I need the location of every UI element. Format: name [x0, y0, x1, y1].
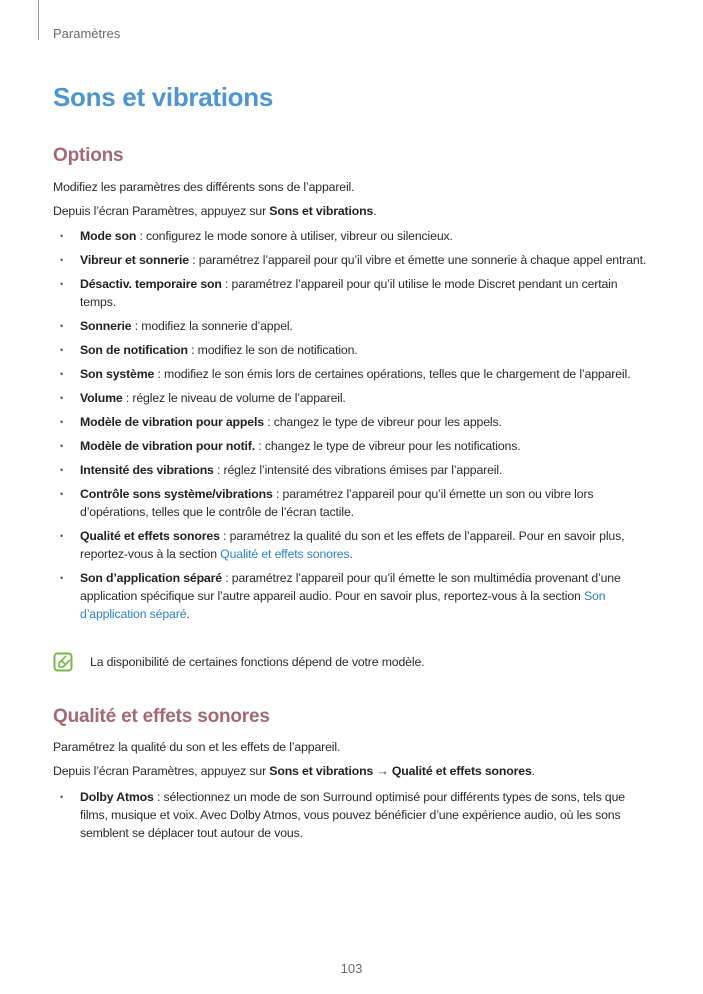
path-suffix: .: [373, 204, 377, 218]
item-term: Qualité et effets sonores: [80, 529, 220, 543]
page-title: Sons et vibrations: [53, 82, 273, 112]
list-item-modele-vibration-appels: [53, 413, 653, 431]
list-item-controle-sons-systeme: [53, 485, 653, 521]
list-item-desactiv-temporaire-son: [53, 275, 653, 311]
note-text: La disponibilité de certaines fonctions dépend de votre modèle.: [90, 655, 425, 669]
item-term: Son système: [80, 367, 155, 381]
item-desc: : modifiez le son émis lors de certaines opérations, telles que le chargement de l’appareil.: [154, 367, 631, 381]
list-item-modele-vibration-notif: [53, 437, 653, 455]
item-term: Intensité des vibrations: [80, 463, 214, 477]
item-term: Mode son: [80, 229, 137, 243]
item-term: Modèle de vibration pour appels: [80, 415, 264, 429]
item-desc: : paramétrez la qualité du son et les effets de l’appareil. Pour en savoir plus, reportez-vous à la section: [80, 529, 625, 561]
item-term: Vibreur et sonnerie: [80, 253, 189, 267]
item-desc: : réglez l’intensité des vibrations émises par l’appareil.: [213, 463, 503, 477]
path-suffix: .: [531, 764, 535, 778]
note-pencil-icon: [53, 652, 73, 672]
path-menu-sons-et-vibrations: Sons et vibrations: [269, 204, 374, 218]
path-menu-qualite-effets-sonores: Qualité et effets sonores: [391, 764, 532, 778]
item-term: Dolby Atmos: [80, 790, 154, 804]
item-desc: : modifiez le son de notification.: [187, 343, 358, 357]
list-item-son-de-notification: [53, 341, 653, 359]
item-after: .: [186, 607, 190, 621]
item-desc: : changez le type de vibreur pour les appels.: [263, 415, 502, 429]
item-desc: : réglez le niveau de volume de l’appareil.: [122, 391, 346, 405]
item-term: Désactiv. temporaire son: [80, 277, 222, 291]
list-item-qualite-effets-sonores: [53, 527, 653, 563]
link-son-application-separe[interactable]: Son d’application séparé: [80, 589, 606, 621]
list-item-mode-son: [53, 227, 653, 245]
item-term: Contrôle sons système/vibrations: [80, 487, 273, 501]
item-term: Sonnerie: [80, 319, 132, 333]
path-prefix: Depuis l’écran Paramètres, appuyez sur: [53, 204, 270, 218]
item-after: .: [349, 547, 353, 561]
item-term: Volume: [80, 391, 123, 405]
list-item-son-systeme: [53, 365, 653, 383]
item-desc: : paramétrez l’appareil pour qu’il utilise le mode Discret pendant un certain temps.: [80, 277, 618, 309]
list-item-sonnerie: [53, 317, 653, 335]
item-desc: : paramétrez l’appareil pour qu’il émette le son multimédia provenant d’une application spécifique sur l’autre appareil audio. Pour en savoir plus, reportez-vous à la section: [80, 571, 621, 603]
arrow-right-icon: →: [373, 764, 392, 778]
quality-list: [53, 788, 653, 848]
section-title-qualite: Qualité et effets sonores: [53, 706, 270, 727]
link-qualite-effets-sonores[interactable]: Qualité et effets sonores: [220, 547, 350, 561]
item-term: Son d’application séparé: [80, 571, 222, 585]
item-term: Son de notification: [80, 343, 188, 357]
note-box: [53, 652, 424, 672]
quality-intro: Paramétrez la qualité du son et les effets de l’appareil.: [53, 740, 341, 754]
page-number: 103: [340, 961, 363, 976]
path-prefix: Depuis l’écran Paramètres, appuyez sur: [53, 764, 270, 778]
item-desc: : modifiez la sonnerie d’appel.: [131, 319, 293, 333]
breadcrumb: Paramètres: [53, 26, 121, 41]
path-menu-sons-et-vibrations: Sons et vibrations: [269, 764, 374, 778]
item-desc: : paramétrez l’appareil pour qu’il vibre et émette une sonnerie à chaque appel entrant.: [189, 253, 647, 267]
section-title-options: Options: [53, 145, 124, 166]
item-desc: : configurez le mode sonore à utiliser, vibreur ou silencieux.: [136, 229, 453, 243]
item-desc: : changez le type de vibreur pour les notifications.: [255, 439, 521, 453]
options-intro: Modifiez les paramètres des différents sons de l’appareil.: [53, 180, 355, 194]
list-item-intensite-vibrations: [53, 461, 653, 479]
list-item-dolby-atmos: [53, 788, 653, 842]
item-term: Modèle de vibration pour notif.: [80, 439, 256, 453]
list-item-volume: [53, 389, 653, 407]
header-divider: [38, 0, 39, 40]
item-desc: : sélectionnez un mode de son Surround optimisé pour différents types de sons, tels que films, musique et voix. Avec Dolby Atmos, vous pouvez bénéficier d’une expérience audio, où les sons semblent se déplacer tout autour de vous.: [80, 790, 625, 840]
item-desc: : paramétrez l’appareil pour qu’il émette un son ou vibre lors d’opérations, telles que le contrôle de l’écran tactile.: [80, 487, 594, 519]
options-list: [53, 227, 653, 629]
quality-path: [53, 762, 535, 780]
list-item-vibreur-et-sonnerie: [53, 251, 653, 269]
list-item-son-application-separe: [53, 569, 653, 623]
options-path: [53, 202, 376, 220]
